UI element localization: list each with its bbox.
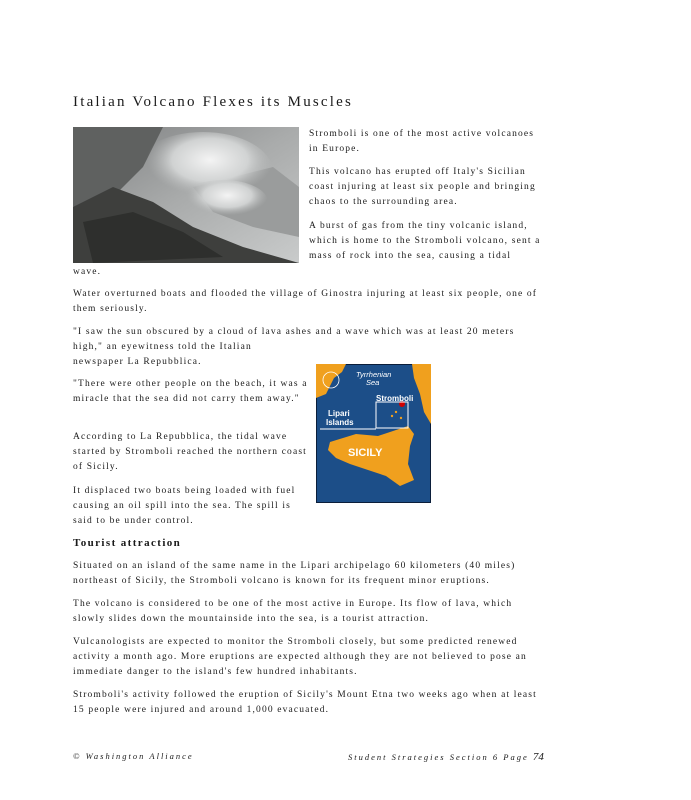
paragraph-location: Situated on an island of the same name in the Lipari archipelago 60 kilometers (40 miles) northeast of Sicily, the Stromboli volcano is known for its frequent minor eruptions.	[73, 561, 516, 587]
paragraph-eruption: This volcano has erupted off Italy's Sicilian coast injuring at least six people and bringing chaos to the surrounding area.	[309, 167, 536, 208]
paragraph-tidal-wave: According to La Repubblica, the tidal wave started by Stromboli reached the northern coast of Sicily.	[73, 432, 307, 473]
sicily-map	[316, 364, 431, 503]
sicily-map-image	[316, 364, 431, 503]
map-lipari-label-1: Lipari	[328, 409, 350, 418]
paragraph-vulcanologists: Vulcanologists are expected to monitor the Stromboli closely, but some predicted renewed activity a month ago. More eruptions are expected although they are not believed to pose an immediate danger to the island's few hundred inhabitants.	[73, 637, 527, 678]
paragraph-gas-burst: A burst of gas from the tiny volcanic island, which is home to the Stromboli volcano, sent a mass of rock into the sea, causing a tidal	[309, 221, 541, 262]
map-sea-label-1: Tyrrhenian	[356, 370, 392, 379]
paragraph-lava-flow: The volcano is considered to be one of the most active in Europe. Its flow of lava, which slowly slides down the mountainside into the sea, is a tourist attraction.	[73, 599, 513, 625]
paragraph-eyewitness-line1: "I saw the sun obscured by a cloud of lava ashes and a wave which was at least 20 meters	[73, 327, 515, 337]
paragraph-eyewitness-line3: newspaper La Repubblica.	[73, 357, 202, 367]
footer-section-label: Student Strategies Section 6 Page	[348, 752, 529, 762]
map-lipari-label-2: Islands	[326, 418, 354, 427]
paragraph-gas-burst-end: wave.	[73, 267, 102, 277]
footer-page-number: 74	[532, 751, 544, 763]
map-sea-label-2: Sea	[366, 378, 380, 387]
footer-section-page	[348, 751, 544, 763]
footer-copyright: © Washington Alliance	[73, 751, 194, 761]
map-sicily-label: SICILY	[348, 447, 383, 459]
paragraph-eyewitness-line2: high," an eyewitness told the Italian	[73, 342, 252, 352]
paragraph-flooding: Water overturned boats and flooded the village of Ginostra injuring at least six people, one of them seriously.	[73, 289, 538, 315]
paragraph-beach-quote: "There were other people on the beach, it was a miracle that the sea did not carry them away."	[73, 379, 308, 405]
paragraph-stromboli-intro: Stromboli is one of the most active volcanoes in Europe.	[309, 129, 535, 155]
paragraph-etna: Stromboli's activity followed the eruption of Sicily's Mount Etna two weeks ago when at least 15 people were injured and around 1,000 evacuated.	[73, 690, 537, 716]
paragraph-oil-spill: It displaced two boats being loaded with fuel causing an oil spill into the sea. The spill is said to be under control.	[73, 486, 296, 527]
article-title: Italian Volcano Flexes its Muscles	[73, 94, 354, 110]
volcano-photo	[73, 127, 299, 263]
map-stromboli-label: Stromboli	[376, 394, 414, 403]
subheading-tourist-attraction: Tourist attraction	[73, 537, 182, 549]
volcano-photo-image	[73, 127, 299, 263]
